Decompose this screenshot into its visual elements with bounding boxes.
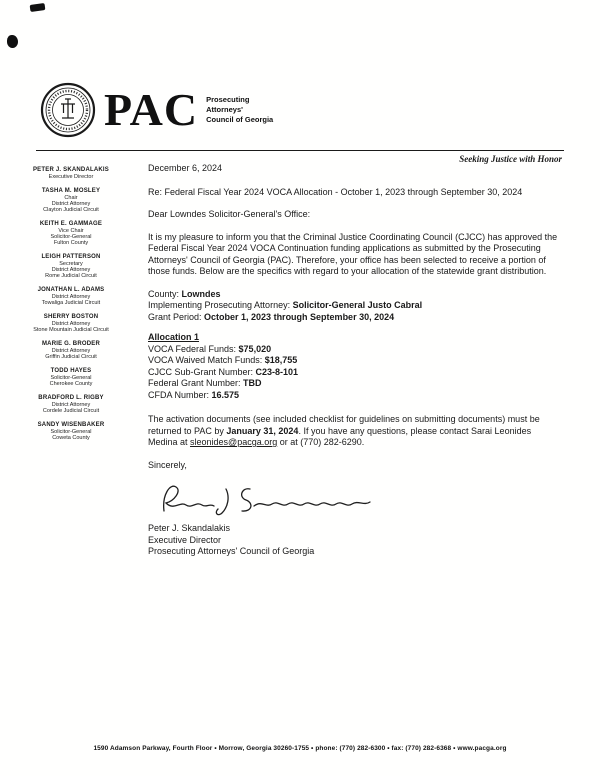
org-name-line: Council of Georgia — [206, 114, 274, 124]
salutation: Dear Lowndes Solicitor-General's Office: — [148, 209, 311, 219]
allocation-value: $75,020 — [238, 343, 272, 354]
official-entry — [10, 368, 132, 387]
allocation-value: $18,755 — [264, 355, 298, 365]
official-entry — [10, 287, 132, 306]
official-entry — [10, 422, 132, 441]
org-name-line: Prosecuting — [206, 95, 250, 105]
detail-value: Solicitor-General Justo Cabral — [292, 300, 423, 310]
official-title: Cherokee County — [49, 381, 93, 387]
allocation-label: Federal Grant Number: — [148, 378, 244, 388]
intro-paragraph: It is my pleasure to inform you that the Criminal Justice Coordinating Council (CJCC) has approved the Federal Fiscal Year 2024 VOCA Continuation funding applications as submitted by the Prosecuting Attorneys' Council of Georgia (PAC). Therefore, your office has been selected to receive a portion of those funds. Below are the specifics with regard to your allocation of the statewide grant distribution. — [148, 231, 558, 276]
allocation-list — [148, 344, 558, 402]
official-title: Cordele Judicial Circuit — [42, 408, 100, 414]
official-title: Secretary — [59, 261, 83, 267]
official-title: Solicitor-General — [50, 429, 92, 435]
pac-seal-icon — [40, 82, 96, 138]
signature-block — [148, 523, 558, 558]
allocation-item — [148, 378, 558, 390]
org-name-line: Attorneys' — [206, 105, 243, 115]
official-title: Rome Judicial Circuit — [45, 273, 97, 279]
official-title: Griffin Judicial Circuit — [45, 354, 97, 360]
detail-county — [148, 289, 558, 301]
detail-grant-period — [148, 312, 558, 324]
official-name: JONATHAN L. ADAMS — [37, 287, 105, 293]
official-title: District Attorney — [51, 267, 91, 273]
allocation-label: VOCA Waived Match Funds: — [148, 355, 265, 365]
allocation-item — [148, 344, 558, 356]
official-title: Fulton County — [53, 240, 89, 246]
official-entry — [10, 395, 132, 414]
official-title: District Attorney — [51, 321, 91, 327]
valediction: Sincerely, — [148, 459, 187, 470]
detail-label: County: — [148, 288, 182, 299]
letter-date: December 6, 2024 — [148, 163, 223, 173]
official-entry — [10, 254, 132, 279]
official-title: Stone Mountain Judicial Circuit — [33, 327, 109, 333]
org-acronym: PAC — [104, 84, 199, 136]
allocation-item — [148, 390, 558, 402]
official-entry — [10, 341, 132, 360]
official-title: District Attorney — [51, 201, 91, 207]
signer-title: Executive Director — [148, 534, 222, 545]
footer-address: 1590 Adamson Parkway, Fourth Floor • Morrow, Georgia 30260-1755 • phone: (770) 282-6300 • fax: (770) 282-6368 • www.pacga.org — [93, 745, 507, 752]
official-name: LEIGH PATTERSON — [41, 254, 101, 260]
official-name: PETER J. SKANDALAKIS — [32, 167, 109, 173]
letter-content — [148, 163, 558, 558]
grant-details — [148, 289, 558, 324]
official-title: Chair — [64, 195, 78, 201]
letterhead — [40, 82, 273, 138]
allocation-label: CFDA Number: — [148, 389, 212, 400]
official-name: MARIE G. BRODER — [41, 341, 100, 347]
official-name: SHERRY BOSTON — [43, 314, 99, 320]
official-entry — [10, 167, 132, 180]
closing-text: The activation documents (see included checklist for guidelines on submitting documents) must be returned to PAC by — [148, 414, 540, 436]
official-title: District Attorney — [51, 294, 91, 300]
re-line: Re: Federal Fiscal Year 2024 VOCA Allocation - October 1, 2023 through September 30, 2024 — [148, 186, 523, 197]
detail-value: Lowndes — [181, 288, 221, 299]
org-name — [206, 95, 273, 124]
signer-org: Prosecuting Attorneys' Council of Georgia — [148, 546, 315, 556]
official-title: Solicitor-General — [50, 234, 92, 240]
official-title: Solicitor-General — [50, 375, 92, 381]
allocation-item — [148, 355, 558, 367]
official-title: Vice Chair — [58, 228, 84, 234]
closing-text: or at (770) 282-6290. — [277, 437, 365, 447]
official-name: BRADFORD L. RIGBY — [38, 395, 104, 401]
signer-name: Peter J. Skandalakis — [148, 523, 231, 533]
allocation-value: 16.575 — [211, 389, 240, 400]
allocation-label: CJCC Sub-Grant Number: — [148, 366, 256, 377]
email-link[interactable]: sleonides@pacga.org — [190, 437, 278, 447]
scan-artifact — [7, 35, 18, 48]
allocation-item — [148, 367, 558, 379]
official-title: Coweta County — [52, 435, 90, 441]
deadline-date: January 31, 2024 — [226, 425, 299, 436]
detail-attorney — [148, 300, 558, 312]
official-entry — [10, 188, 132, 213]
official-name: TODD HAYES — [50, 368, 92, 374]
official-entry — [10, 314, 132, 333]
allocation-value: C23-8-101 — [255, 366, 299, 377]
official-title: Executive Director — [48, 174, 94, 180]
official-name: TASHA M. MOSLEY — [41, 188, 101, 194]
official-name: SANDY WISENBAKER — [37, 422, 105, 428]
official-title: District Attorney — [51, 348, 91, 354]
closing-paragraph — [148, 414, 558, 449]
header-rule — [36, 150, 564, 151]
official-title: District Attorney — [51, 402, 91, 408]
detail-label: Grant Period: — [148, 311, 205, 322]
officials-sidebar — [10, 167, 132, 449]
scan-artifact — [30, 3, 46, 12]
allocation-heading: Allocation 1 — [148, 332, 200, 342]
official-entry — [10, 221, 132, 246]
motto: Seeking Justice with Honor — [459, 154, 562, 164]
signature-image — [154, 477, 384, 521]
official-title: Towaliga Judicial Circuit — [41, 300, 101, 306]
allocation-value: TBD — [243, 378, 262, 388]
allocation-label: VOCA Federal Funds: — [148, 343, 239, 354]
closing-text: . If you have any questions, please contact Sarai Leonides Medina at — [148, 425, 532, 447]
official-title: Clayton Judicial Circuit — [43, 207, 99, 213]
detail-label: Implementing Prosecuting Attorney: — [148, 300, 293, 310]
official-name: KEITH E. GAMMAGE — [39, 221, 103, 227]
detail-value: October 1, 2023 through September 30, 2024 — [204, 311, 395, 322]
